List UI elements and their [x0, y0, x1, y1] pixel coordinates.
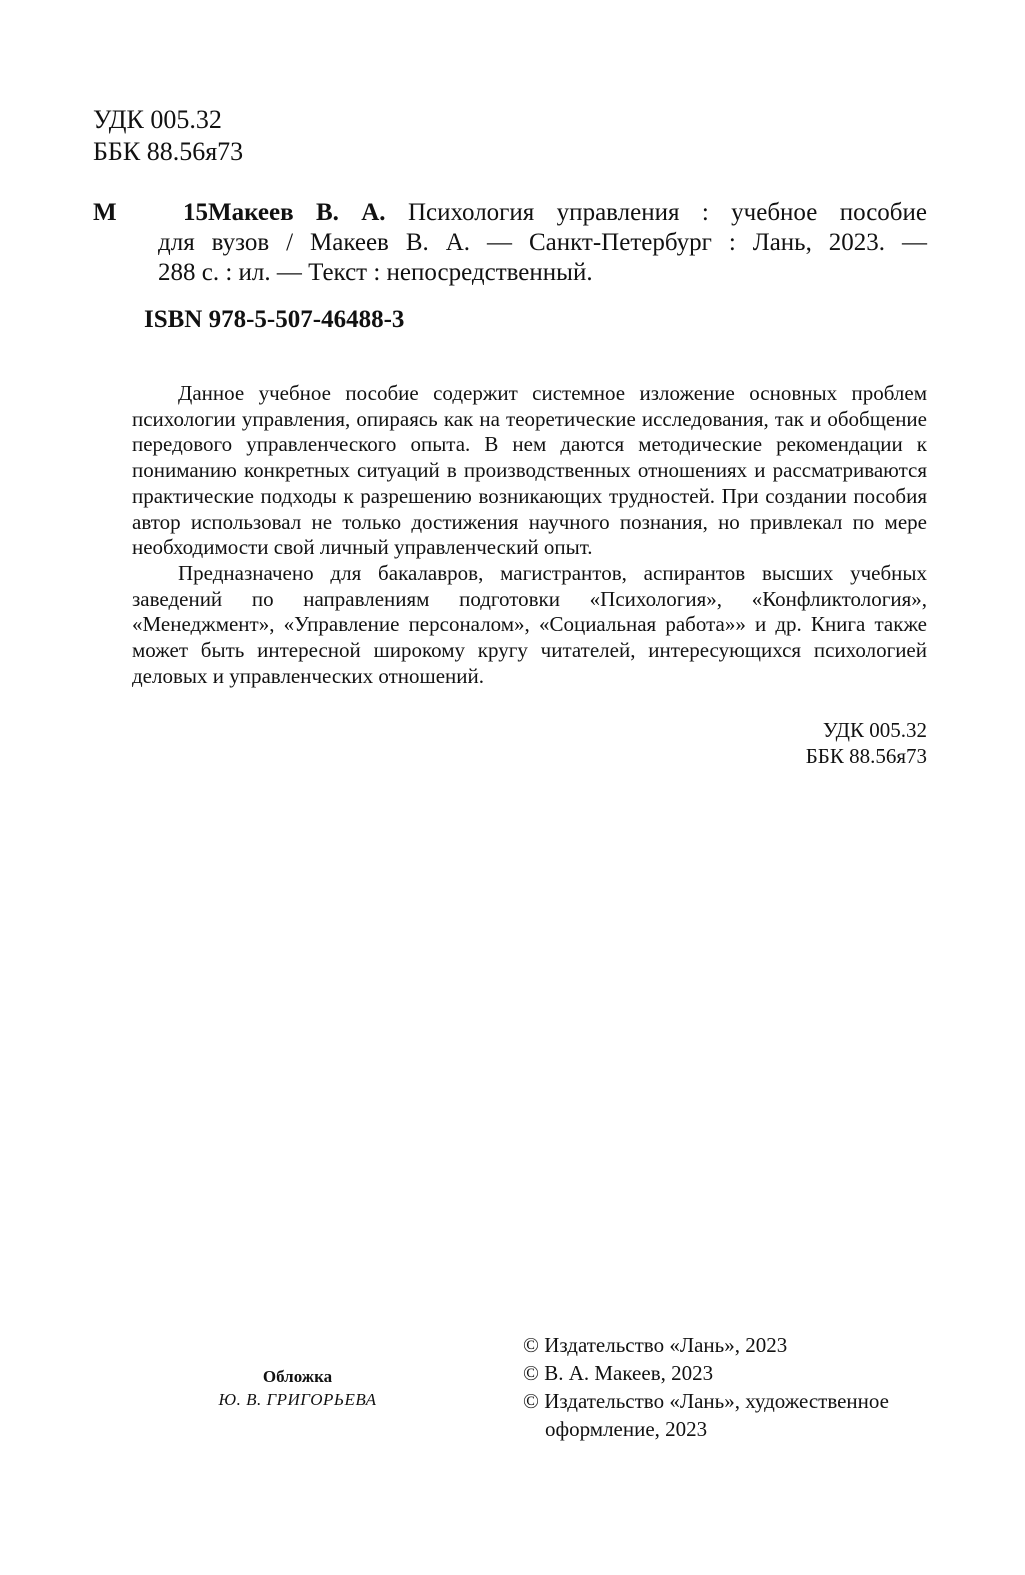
- cover-credit: [200, 1365, 395, 1411]
- abstract: [132, 381, 927, 689]
- copyright-publisher: © Издательство «Лань», 2023: [523, 1333, 788, 1357]
- catalog-card-line-1: [93, 198, 927, 228]
- bbk-code: ББК 88.56я73: [93, 137, 244, 166]
- udk-code: УДК 005.32: [93, 105, 222, 134]
- classification-block-bottom: [806, 718, 927, 769]
- catalog-card-line-2: для вузов / Макеев В. А. — Санкт-Петербург : Лань, 2023. —: [158, 229, 927, 256]
- copyright-design: © Издательство «Лань», художественное оформление, 2023: [523, 1389, 889, 1441]
- isbn: ISBN 978-5-507-46488-3: [144, 306, 405, 333]
- author-mark: М 15: [93, 199, 208, 226]
- abstract-paragraph-2: Предназначено для бакалавров, магистрантов, аспирантов высших учебных заведений по направлениям подготовки «Психология», «Конфликтология», «Менеджмент», «Управление персоналом», «Социальная работа»» и др. Книга также может быть интересной широкому кругу читателей, интересующихся психологией деловых и управленческих отношений.: [132, 560, 927, 688]
- catalog-card-line-3: 288 с. : ил. — Текст : непосредственный.: [158, 259, 593, 286]
- abstract-paragraph-1: Данное учебное пособие содержит системное изложение основных проблем психологии управления, опираясь как на теоретические исследования, так и обобщение передового управленческого опыта. В нем даются методические рекомендации к пониманию конкретных ситуаций в производственных отношениях и рассматриваются практические подходы к разрешению возникающих трудностей. При создании пособия автор использовал не только достижения научного познания, но привлекал по мере необходимости свой личный управленческий опыт.: [132, 381, 927, 560]
- cover-designer: Ю. В. ГРИГОРЬЕВА: [218, 1390, 377, 1409]
- cover-label: Обложка: [262, 1367, 333, 1386]
- bbk-code-bottom: ББК 88.56я73: [805, 743, 927, 768]
- catalog-card: [93, 198, 927, 288]
- udk-code-bottom: УДК 005.32: [822, 718, 927, 742]
- copyright-block: [523, 1331, 933, 1443]
- catalog-card-text-1: Психология управления : учебное пособие: [407, 199, 928, 226]
- classification-block: [93, 104, 243, 168]
- copyright-author: © В. А. Макеев, 2023: [523, 1361, 714, 1385]
- author-name: Макеев В. А.: [208, 199, 386, 226]
